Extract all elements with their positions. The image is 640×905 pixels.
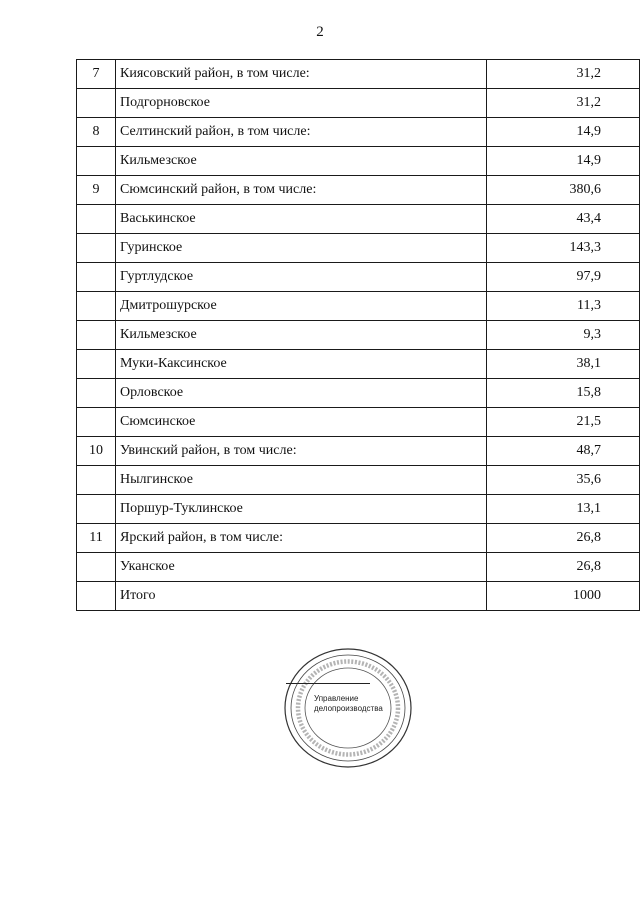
row-name: Итого bbox=[116, 582, 487, 611]
row-value: 31,2 bbox=[487, 89, 640, 118]
table-row bbox=[77, 89, 640, 118]
row-name: Киясовский район, в том числе: bbox=[116, 60, 487, 89]
row-name: Васькинское bbox=[116, 205, 487, 234]
row-value: 14,9 bbox=[487, 118, 640, 147]
row-number: 9 bbox=[77, 176, 116, 205]
row-name: Нылгинское bbox=[116, 466, 487, 495]
table-row bbox=[77, 524, 640, 553]
row-value: 21,5 bbox=[487, 408, 640, 437]
table-row bbox=[77, 118, 640, 147]
row-number: 10 bbox=[77, 437, 116, 466]
row-number bbox=[77, 379, 116, 408]
row-number bbox=[77, 234, 116, 263]
row-name: Увинский район, в том числе: bbox=[116, 437, 487, 466]
row-name: Сюмсинское bbox=[116, 408, 487, 437]
allocation-table bbox=[76, 59, 640, 611]
table-row bbox=[77, 60, 640, 89]
table-row bbox=[77, 176, 640, 205]
row-number bbox=[77, 582, 116, 611]
table-row bbox=[77, 147, 640, 176]
stamp-label-line1: Управление bbox=[314, 694, 359, 703]
row-value: 13,1 bbox=[487, 495, 640, 524]
row-value: 143,3 bbox=[487, 234, 640, 263]
table-row bbox=[77, 292, 640, 321]
table-row bbox=[77, 437, 640, 466]
row-value: 15,8 bbox=[487, 379, 640, 408]
row-name: Поршур-Туклинское bbox=[116, 495, 487, 524]
row-number bbox=[77, 89, 116, 118]
row-number bbox=[77, 495, 116, 524]
row-value: 48,7 bbox=[487, 437, 640, 466]
row-value: 97,9 bbox=[487, 263, 640, 292]
row-name: Гуртлудское bbox=[116, 263, 487, 292]
table-row bbox=[77, 553, 640, 582]
row-name: Селтинский район, в том числе: bbox=[116, 118, 487, 147]
row-number: 7 bbox=[77, 60, 116, 89]
row-name: Кильмезское bbox=[116, 321, 487, 350]
row-value: 14,9 bbox=[487, 147, 640, 176]
row-name: Орловское bbox=[116, 379, 487, 408]
row-number bbox=[77, 321, 116, 350]
stamp-signature-line bbox=[286, 683, 370, 684]
table-row bbox=[77, 263, 640, 292]
row-number: 8 bbox=[77, 118, 116, 147]
row-name: Кильмезское bbox=[116, 147, 487, 176]
table-row bbox=[77, 350, 640, 379]
row-number bbox=[77, 553, 116, 582]
row-number bbox=[77, 263, 116, 292]
row-number: 11 bbox=[77, 524, 116, 553]
row-value: 43,4 bbox=[487, 205, 640, 234]
row-name: Муки-Каксинское bbox=[116, 350, 487, 379]
row-number bbox=[77, 205, 116, 234]
table-row bbox=[77, 466, 640, 495]
table-row bbox=[77, 205, 640, 234]
row-value: 26,8 bbox=[487, 524, 640, 553]
row-name: Подгорновское bbox=[116, 89, 487, 118]
row-value: 11,3 bbox=[487, 292, 640, 321]
row-value: 26,8 bbox=[487, 553, 640, 582]
stamp-label-line2: делопроизводства bbox=[314, 704, 383, 713]
stamp-label bbox=[314, 694, 383, 714]
table-row bbox=[77, 495, 640, 524]
row-name: Гуринское bbox=[116, 234, 487, 263]
row-name: Уканское bbox=[116, 553, 487, 582]
row-value: 1000 bbox=[487, 582, 640, 611]
row-number bbox=[77, 408, 116, 437]
table-row bbox=[77, 582, 640, 611]
row-value: 31,2 bbox=[487, 60, 640, 89]
table-row bbox=[77, 408, 640, 437]
row-value: 380,6 bbox=[487, 176, 640, 205]
row-value: 35,6 bbox=[487, 466, 640, 495]
row-number bbox=[77, 147, 116, 176]
row-name: Ярский район, в том числе: bbox=[116, 524, 487, 553]
row-value: 38,1 bbox=[487, 350, 640, 379]
row-value: 9,3 bbox=[487, 321, 640, 350]
row-number bbox=[77, 466, 116, 495]
row-number bbox=[77, 292, 116, 321]
table-body bbox=[77, 60, 640, 611]
row-name: Сюмсинский район, в том числе: bbox=[116, 176, 487, 205]
row-number bbox=[77, 350, 116, 379]
table-row bbox=[77, 234, 640, 263]
row-name: Дмитрошурское bbox=[116, 292, 487, 321]
table-row bbox=[77, 321, 640, 350]
table-row bbox=[77, 379, 640, 408]
page-number: 2 bbox=[316, 24, 324, 40]
